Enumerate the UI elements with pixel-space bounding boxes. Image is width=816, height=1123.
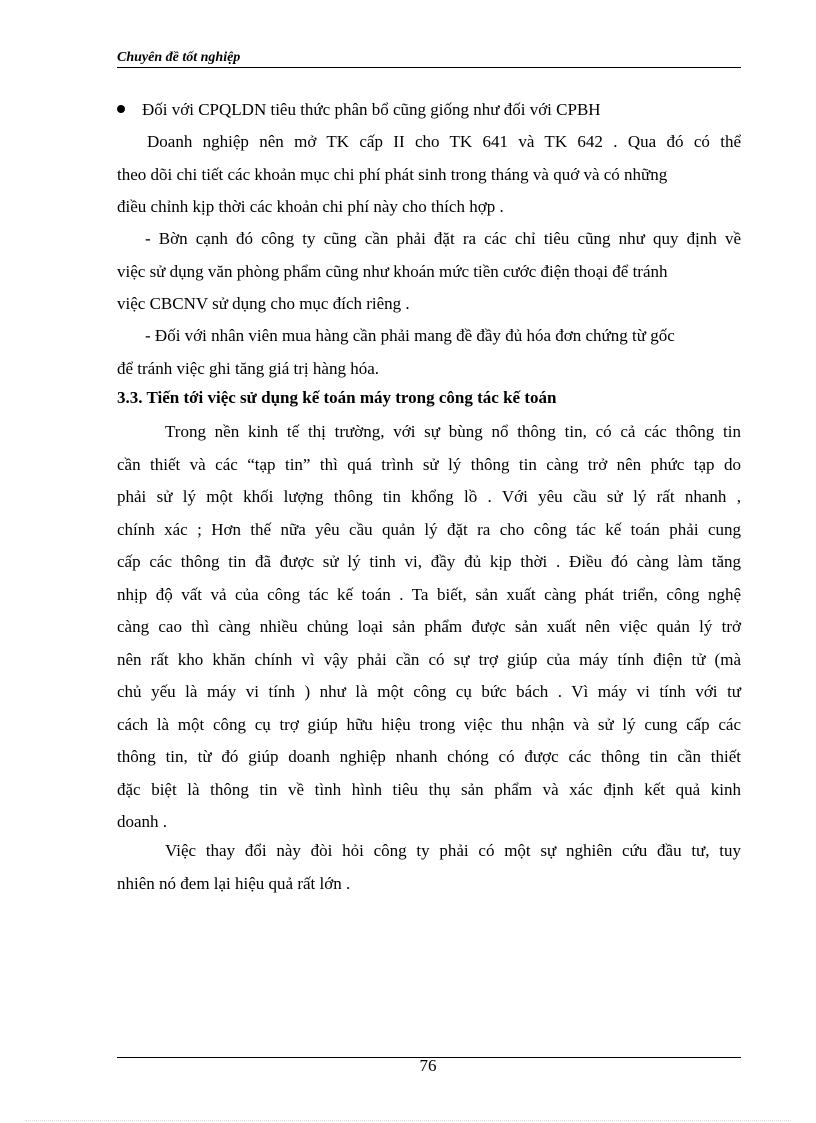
paragraph-tk-accounts [117,126,741,224]
text-line: - Đối với nhân viên mua hàng cần phải mang đề đầy đủ hóa đơn chứng từ gốc [145,326,675,345]
paragraph-computerized-accounting [117,416,741,839]
text-line: doanh . [117,812,168,831]
text-line: cách là một công cụ trợ giúp hữu hiệu trong việc thu nhận và sử lý cung cấp các [117,714,741,734]
text-line: điều chỉnh kịp thời các khoản chi phí này cho thích hợp . [117,197,504,216]
text-line: thông tin, từ đó giúp doanh nghiệp nhanh chóng có được các thông tin cần thiết [117,747,741,766]
text-line: càng cao thì càng nhiều chủng loại sản phẩm được sản xuất nên việc quản lý trở [117,617,741,636]
text-line: để tránh việc ghi tăng giá trị hàng hóa. [117,358,379,378]
text-line: nên rất kho khăn chính vì vậy phải cần có sự trợ giúp của máy tính điện tử (mà [117,649,741,669]
text-line: nhiên nó đem lại hiệu quả rất lớn . [117,873,351,893]
text-line: việc CBCNV sử dụng cho mục đích riêng . [117,294,410,313]
paragraph-stationery [117,223,741,321]
paragraph-purchasing [117,320,741,385]
text-line: Việc thay đổi này đòi hỏi công ty phải có một sự nghiên cứu đầu tư, tuy [165,841,741,860]
text-line: nhịp độ vất vả của công tác kế toán . Ta biết, sản xuất càng phát triển, công nghệ [117,584,741,604]
text-line: chủ yếu là máy vi tính ) như là một công cụ bức bách . Vì máy vi tính với tư [117,682,741,701]
page-number: 76 [419,1056,437,1075]
paragraph-conclusion [117,835,741,900]
bullet-item [117,94,601,126]
bullet-text: Đối với CPQLDN tiêu thức phân bổ cũng giống như đối với CPBH [142,100,601,119]
text-line: cấp các thông tin đã được sử lý tinh vi, đầy đủ kịp thời . Điều đó càng làm tăng [117,552,741,571]
section-heading: 3.3. Tiến tới việc sử dụng kế toán máy trong công tác kế toán [117,388,557,407]
header-rule [117,67,741,68]
bullet-dot-icon [117,105,125,113]
header-title: Chuyên đề tốt nghiệp [117,50,241,65]
text-line: Trong nền kinh tế thị trường, với sự bùng nổ thông tin, có cả các thông tin [165,422,741,441]
text-line: phải sử lý một khối lượng thông tin khổng lồ . Với yêu cầu sử lý rất nhanh , [117,487,741,506]
text-line: đặc biệt là thông tin về tình hình tiêu thụ sản phẩm và xác định kết quả kinh [117,779,741,799]
text-line: theo dõi chi tiết các khoản mục chi phí phát sinh trong tháng và quớ và có những [117,164,668,184]
page-edge-divider [25,1120,791,1121]
text-line: - Bờn cạnh đó công ty cũng cần phải đặt ra các chỉ tiêu cũng như quy định về [145,229,741,248]
text-line: chính xác ; Hơn thế nữa yêu cầu quản lý đặt ra cho công tác kế toán phải cung [117,519,741,539]
text-line: Doanh nghiệp nên mở TK cấp II cho TK 641 và TK 642 . Qua đó có thể [147,132,741,151]
text-line: cần thiết và các “tạp tin” thì quá trình sử lý thông tin càng trở nên phức tạp do [117,454,741,474]
text-line: việc sử dụng văn phòng phẩm cũng như khoán mức tiền cước điện thoại để tránh [117,261,668,281]
